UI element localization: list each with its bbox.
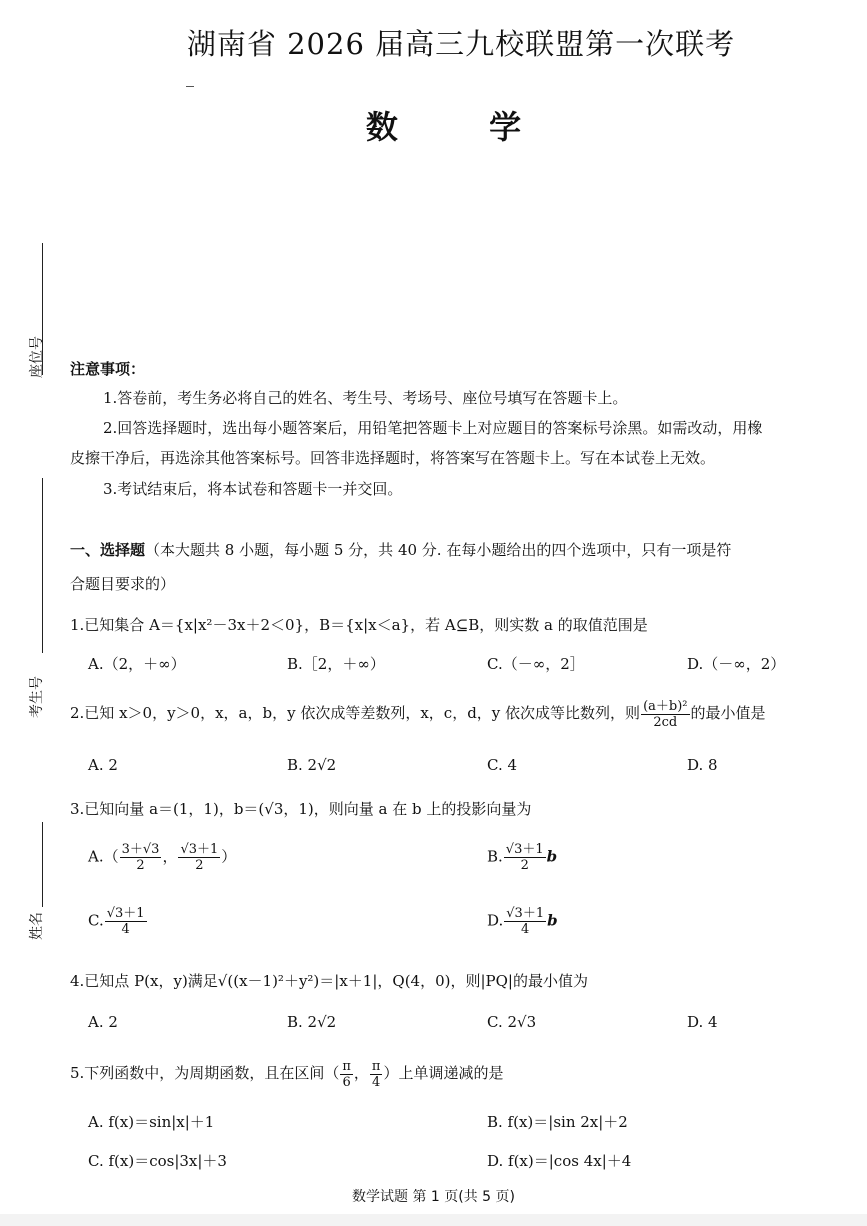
notice-item-2: 2.回答选择题时，选出每小题答案后，用铅笔把答题卡上对应题目的答案标号涂黑。如需改动，用橡 — [103, 419, 763, 437]
q3-b-suffix: b — [546, 847, 558, 866]
notice-item-1: 1.答卷前，考生务必将自己的姓名、考生号、考场号、座位号填写在答题卡上。 — [103, 389, 628, 407]
q2-frac-den: 2cd — [653, 714, 678, 730]
q3-d-den: 4 — [521, 922, 530, 937]
q2-option-d: D. 8 — [687, 756, 718, 774]
q5-frac2 — [370, 1059, 383, 1090]
q5-stem-a: 5.下列函数中，为周期函数，且在区间（ — [70, 1064, 340, 1082]
scan-edge — [0, 1214, 867, 1226]
q3-b-frac — [504, 842, 546, 873]
section1-desc: （本大题共 8 小题，每小题 5 分，共 40 分. 在每小题给出的四个选项中，只有一项是符 — [145, 541, 732, 559]
q3-c-prefix: C. — [88, 911, 104, 930]
q3-option-a: A.（ $\frac{3+√3}{2}$ ， $\frac{√3+1}{2}$ ） — [88, 842, 237, 873]
section1-title: 一、选择题 — [70, 541, 146, 559]
q4-option-c: C. 2√3 — [487, 1013, 537, 1031]
q2-option-b: B. 2√2 — [287, 756, 337, 774]
q1-option-c: C.（－∞，2］ — [487, 655, 585, 673]
q4-option-d: D. 4 — [687, 1013, 718, 1031]
q5-stem-b: ）上单调递减的是 — [383, 1064, 504, 1082]
q2-stem-a: 2.已知 x＞0，y＞0，x，a，b，y 依次成等差数列，x，c，d，y 依次成等比数列，则 — [70, 704, 641, 722]
seat-label: 座位号 — [29, 336, 45, 378]
q5-sep: ， — [353, 1064, 369, 1082]
q3-a-den1: 2 — [136, 858, 145, 873]
name-label: 姓名 — [29, 912, 45, 940]
q1-option-b: B.［2，＋∞） — [287, 655, 385, 673]
q5-option-c: C. f(x)＝cos|3x|＋3 — [88, 1152, 227, 1170]
q5-frac1-num: π — [342, 1058, 351, 1074]
q4-option-b: B. 2√2 — [287, 1013, 337, 1031]
notice-item-3: 3.考试结束后，将本试卷和答题卡一并交回。 — [103, 480, 403, 498]
subject-title: 数 学 — [365, 108, 562, 146]
q3-stem: 3.已知向量 a＝(1，1)，b＝(√3，1)，则向量 a 在 b 上的投影向量为 — [70, 800, 532, 818]
exam-no-label: 考生号 — [29, 676, 45, 718]
q3-a-suffix: ） — [221, 847, 237, 866]
q5-frac1-den: 6 — [342, 1074, 351, 1090]
q3-c-frac — [105, 906, 147, 937]
q2-option-a: A. 2 — [88, 756, 118, 774]
q3-a-frac1 — [120, 842, 162, 873]
exam-title: 湖南省 2026 届高三九校联盟第一次联考 — [186, 27, 736, 61]
q5-frac2-num: π — [371, 1058, 381, 1074]
q3-a-frac2 — [178, 842, 220, 873]
q5-option-a: A. f(x)＝sin|x|＋1 — [88, 1113, 215, 1131]
q3-c-num: √3＋1 — [106, 906, 145, 921]
q1-option-d: D.（－∞，2） — [687, 655, 786, 673]
q1-option-a: A.（2，＋∞） — [88, 655, 186, 673]
section1-line2: 合题目要求的） — [70, 575, 176, 593]
stray-mark — [186, 86, 194, 87]
q5-option-b: B. f(x)＝|sin 2x|＋2 — [487, 1113, 628, 1131]
q3-a-num2: √3＋1 — [180, 842, 219, 857]
q3-a-den2: 2 — [195, 858, 204, 873]
q2-fraction — [641, 699, 689, 730]
q2-option-c: C. 4 — [487, 756, 518, 774]
notice-heading: 注意事项： — [70, 360, 146, 378]
q3-b-den: 2 — [520, 858, 529, 873]
exam-no-line — [42, 478, 43, 653]
q3-option-b — [487, 842, 557, 873]
section1-line1 — [70, 540, 731, 560]
q3-option-d — [487, 906, 558, 937]
q5-frac1 — [340, 1059, 353, 1090]
notice-item-2-cont: 皮擦干净后，再选涂其他答案标号。回答非选择题时，将答案写在答题卡上。写在本试卷上无效。 — [70, 449, 716, 467]
page-footer: 数学试题 第 1 页(共 5 页) — [352, 1189, 515, 1205]
name-line — [42, 822, 43, 907]
q2-frac-num: (a＋b)² — [643, 698, 688, 714]
q2-stem-b: 的最小值是 — [690, 704, 766, 722]
q1-stem: 1.已知集合 A＝{x|x²－3x＋2＜0}，B＝{x|x＜a}，若 A⊆B，则实数 a 的取值范围是 — [70, 616, 648, 634]
q3-b-prefix: B. — [487, 847, 503, 866]
q3-d-prefix: D. — [487, 911, 504, 930]
q3-c-den: 4 — [121, 922, 130, 937]
q5-stem — [70, 1053, 503, 1093]
q3-b-num: √3＋1 — [505, 842, 544, 857]
q3-a-num1: 3＋√3 — [121, 842, 160, 857]
q2-stem — [70, 693, 766, 733]
q4-option-a: A. 2 — [88, 1013, 118, 1031]
q5-frac2-den: 4 — [372, 1074, 381, 1090]
q3-d-suffix: b — [547, 911, 558, 930]
q4-stem: 4.已知点 P(x，y)满足√((x－1)²＋y²)＝|x＋1|，Q(4，0)，则|PQ|的最小值为 — [70, 972, 588, 990]
q3-option-c — [88, 906, 148, 937]
q3-a-prefix: A.（ — [88, 847, 119, 866]
q3-d-num: √3＋1 — [506, 906, 545, 921]
q3-d-frac — [504, 906, 546, 937]
q5-option-d: D. f(x)＝|cos 4x|＋4 — [487, 1152, 632, 1170]
